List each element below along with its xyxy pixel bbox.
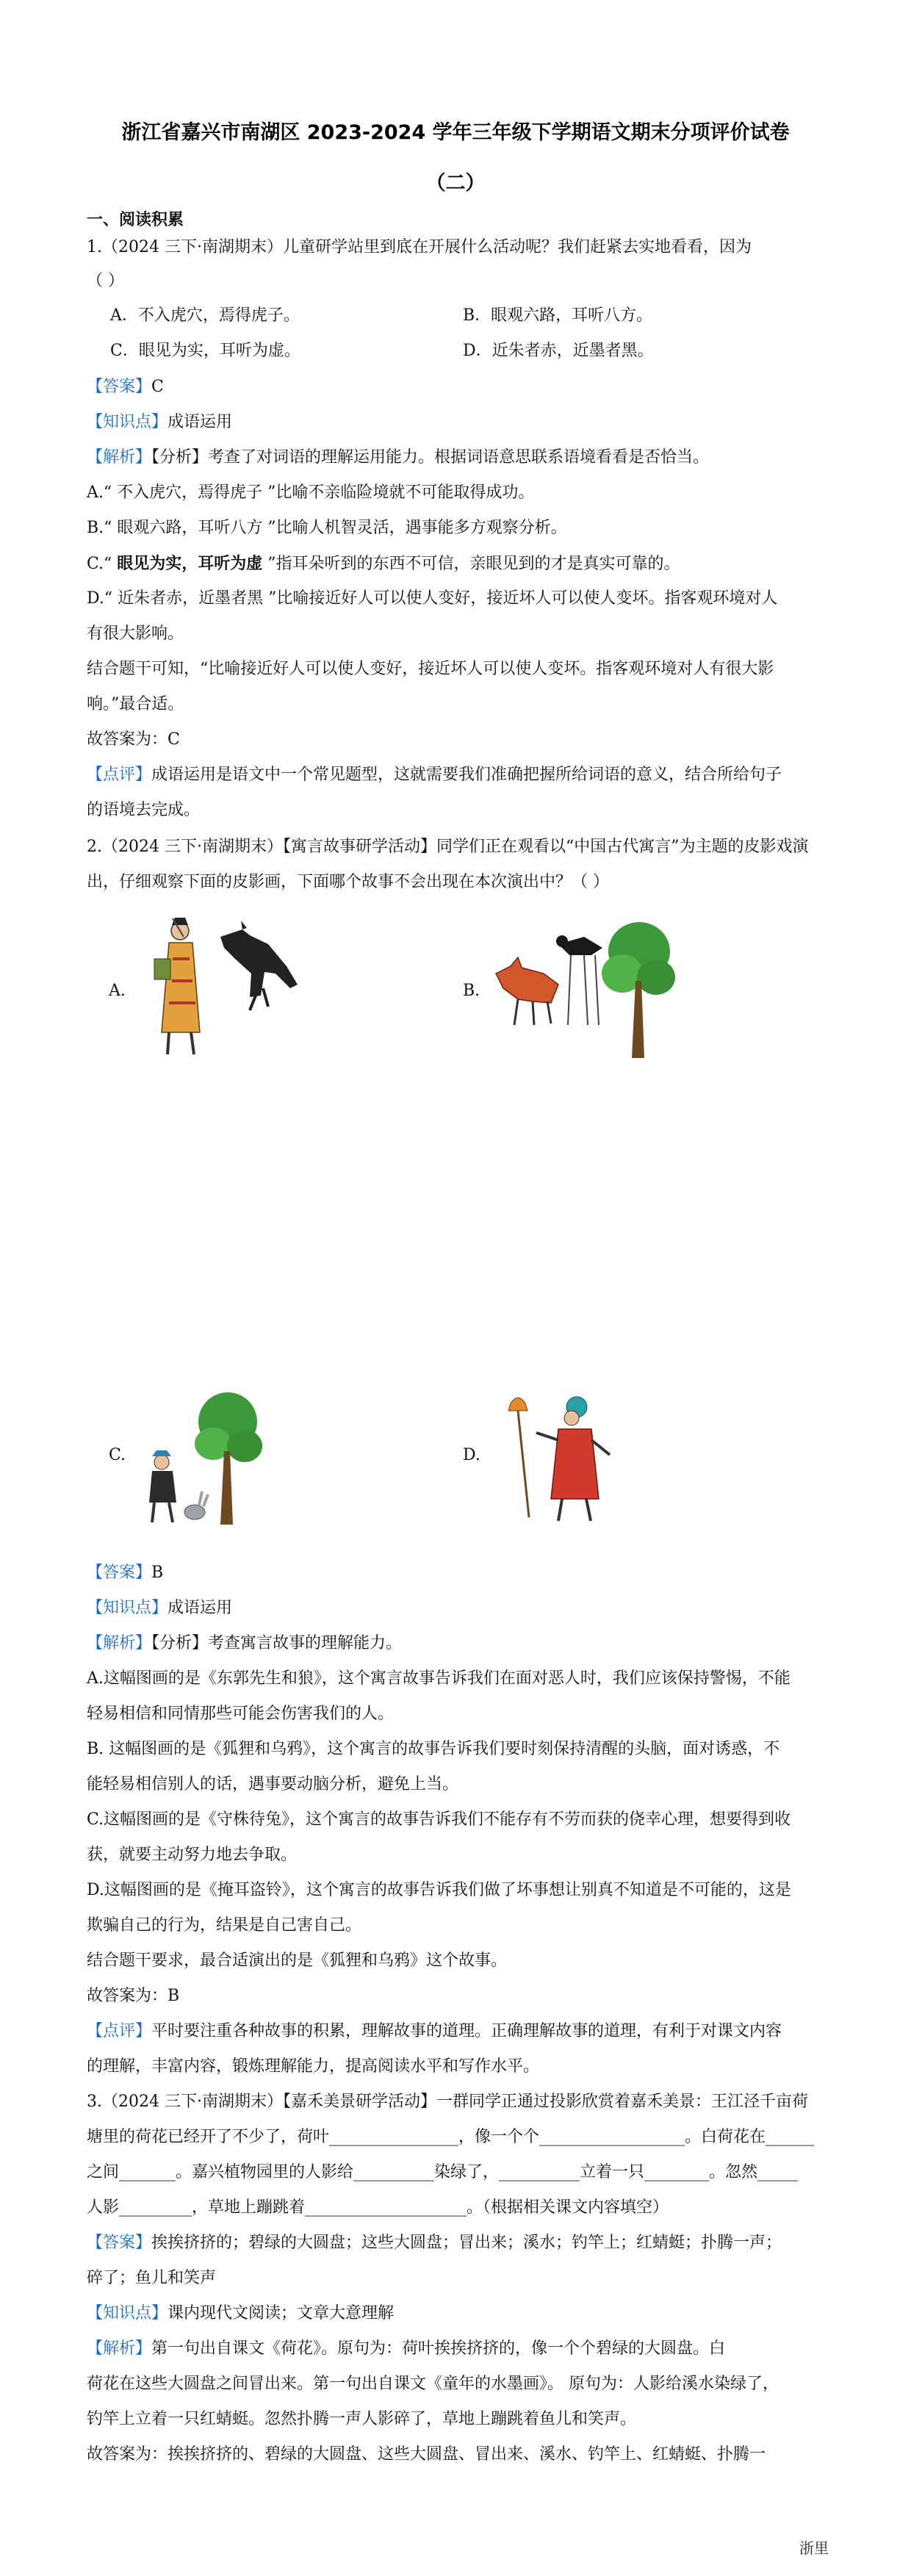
comment-tag: 【点评】 xyxy=(87,2022,152,2040)
q2-label-b: B. xyxy=(463,982,480,1000)
analysis-tag: 【解析】 xyxy=(87,2339,152,2358)
q2-analysis-line: 结合题干要求，最合适演出的是《狐狸和乌鸦》这个故事。 xyxy=(87,1951,508,1970)
document-title: 浙江省嘉兴市南湖区 2023-2024 学年三年级下学期语文期末分项评价试卷 xyxy=(121,121,790,144)
knowledge-value: 成语运用 xyxy=(168,413,233,431)
q2-analysis-line: B. 这幅图画的是《狐狸和乌鸦》，这个寓言的故事告诉我们要时刻保持清醒的头脑，面对诱惑，不 xyxy=(87,1740,780,1758)
knowledge-value: 成语运用 xyxy=(168,1599,233,1617)
q2-analysis-line: 轻易相信和同情那些可能会伤害我们的人。 xyxy=(87,1705,395,1723)
q1-option-d: D．近朱者赤，近墨者黑。 xyxy=(463,342,654,360)
q1-analysis-line: 响。”最合适。 xyxy=(87,695,184,713)
q2-label-d: D. xyxy=(463,1446,480,1464)
q2-knowledge-point xyxy=(87,1597,829,1619)
q2-comment xyxy=(87,2021,829,2043)
q2-analysis-line: C.这幅图画的是《守株待兔》，这个寓言的故事告诉我们不能存有不劳而获的侥幸心理，想要得到收 xyxy=(87,1810,791,1829)
section-heading: 一、阅读积累 xyxy=(87,211,184,229)
shadow-puppet-scholar-and-wolf-image xyxy=(140,915,316,1062)
scholar-figure xyxy=(154,918,200,1054)
q2-analysis-line: 能轻易相信别人的话，遇事要动脑分析，避免上当。 xyxy=(87,1775,459,1794)
q2-stem: 2.（2024 三下·南湖期末）【寓言故事研学活动】同学们正在观看以“中国古代寓言”为主题的皮影戏演 xyxy=(87,838,809,856)
knowledge-value: 课内现代文阅读；文章大意理解 xyxy=(168,2304,395,2323)
analysis-text: 第一句出自课文《荷花》。原句为：荷叶挨挨挤挤的，像一个个碧绿的大圆盘。白 xyxy=(151,2339,726,2358)
answer-value: C xyxy=(151,378,164,396)
tree-figure xyxy=(602,922,675,1058)
q2-answer xyxy=(87,1562,829,1584)
q1-comment-line: 的语境去完成。 xyxy=(87,801,201,819)
page-footer: 浙里 xyxy=(799,2539,829,2557)
q1-option-c: C．眼见为实，耳听为虚。 xyxy=(110,342,300,360)
q1-option-b: B．眼观六路，耳听八方。 xyxy=(463,306,653,325)
q1-final-answer: 故答案为：C xyxy=(87,730,180,749)
shadow-puppet-bell-thief-image xyxy=(500,1389,632,1528)
thief-figure xyxy=(536,1397,610,1521)
q2-final-answer: 故答案为：B xyxy=(87,1987,180,2005)
q1-stem-blank: （ ） xyxy=(87,272,124,290)
answer-tag: 【答案】 xyxy=(87,1564,152,1582)
c-prefix: C.“ xyxy=(87,555,118,573)
q3-answer-line: 碎了；鱼儿和笑声 xyxy=(87,2269,217,2287)
document-title-part: （二） xyxy=(425,172,486,195)
q2-analysis-line: 获，就要主动努力地去争取。 xyxy=(87,1846,298,1864)
q2-analysis-line: D.这幅图画的是《掩耳盗铃》，这个寓言的故事告诉我们做了坏事想让别真不知道是不可能的，这是 xyxy=(87,1881,791,1899)
q1-analysis-line: D.“ 近朱者赤，近墨者黑 ”比喻接近好人可以使人变好，接近坏人可以使人变坏。指客观环境对人 xyxy=(87,589,778,608)
c-idiom: 眼见为实，耳听为虚 xyxy=(117,554,263,573)
q2-analysis-line: 欺骗自己的行为，结果是自己害自己。 xyxy=(87,1916,362,1935)
c-suffix: ”指耳朵听到的东西不可信，亲眼见到的才是真实可靠的。 xyxy=(262,555,680,573)
q3-analysis-line xyxy=(87,2338,829,2360)
knowledge-tag: 【知识点】 xyxy=(87,1599,168,1617)
q3-stem-line: 人影_________，草地上蹦跳着____________________。（根据相关课文内容填空） xyxy=(87,2198,669,2217)
q3-stem-line: 塘里的荷花已经开了不少了，荷叶________________，像一个个__________________。白荷花在______ xyxy=(87,2128,815,2146)
q1-analysis-line: 结合题干可知，“比喻接近好人可以使人变好，接近坏人可以使人变坏。指客观环境对人有很大影 xyxy=(87,660,774,678)
q2-comment-line: 的理解，丰富内容，锻炼理解能力，提高阅读水平和写作水平。 xyxy=(87,2057,540,2076)
q3-stem-line: 之间_______。嘉兴植物园里的人影给__________染绿了，__________立着一只________。忽然_____ xyxy=(87,2163,799,2181)
bell-figure xyxy=(508,1398,529,1518)
comment-text: 平时要注重各种故事的积累，理解故事的道理。正确理解故事的道理，有利于对课文内容 xyxy=(151,2022,782,2040)
q1-answer xyxy=(87,376,829,398)
answer-tag: 【答案】 xyxy=(87,378,152,396)
q3-stem: 3.（2024 三下·南湖期末）【嘉禾美景研学活动】一群同学正通过投影欣赏着嘉禾美景：王江泾千亩荷 xyxy=(87,2093,808,2111)
fox-figure xyxy=(496,957,558,1025)
q1-comment xyxy=(87,764,829,786)
shadow-puppet-fox-and-crow-image xyxy=(489,915,687,1062)
q2-analysis-line: A.这幅图画的是《东郭先生和狼》，这个寓言故事告诉我们在面对恶人时，我们应该保持警惕，不能 xyxy=(87,1669,791,1688)
wolf-figure xyxy=(220,921,298,1010)
q1-analysis-line: A.“ 不入虎穴，焉得虎子 ”比喻不亲临险境就不可能取得成功。 xyxy=(87,483,535,502)
q1-analysis-line: B.“ 眼观六路，耳听八方 ”比喻人机智灵活，遇事能多方观察分析。 xyxy=(87,519,567,537)
shadow-puppet-farmer-and-stump-image xyxy=(136,1389,268,1528)
q3-analysis-line: 故答案为：挨挨挤挤的、碧绿的大圆盘、这些大圆盘、冒出来、溪水、钓竿上、红蜻蜓、扑腾一 xyxy=(87,2445,766,2464)
q1-analysis-line-c xyxy=(87,553,829,575)
analysis-text: 【分析】考查了对词语的理解运用能力。根据词语意思联系语境看看是否恰当。 xyxy=(151,448,710,467)
q3-knowledge-point xyxy=(87,2303,829,2325)
q1-analysis-line xyxy=(87,447,829,469)
q2-analysis-line xyxy=(87,1633,829,1655)
analysis-tag: 【解析】 xyxy=(87,1634,152,1652)
rabbit-figure xyxy=(184,1492,208,1519)
q3-analysis-line: 荷花在这些大圆盘之间冒出来。第一句出自课文《童年的水墨画》。 原句为：人影给溪水染绿了， xyxy=(87,2375,779,2393)
q2-stem-line: 出，仔细观察下面的皮影画，下面哪个故事不会出现在本次演出中？（ ） xyxy=(87,873,609,891)
q1-knowledge-point xyxy=(87,411,829,433)
q1-analysis-line: 有很大影响。 xyxy=(87,625,184,643)
q3-answer xyxy=(87,2232,829,2254)
analysis-text: 【分析】考查寓言故事的理解能力。 xyxy=(151,1634,403,1652)
q1-stem: 1.（2024 三下·南湖期末）儿童研学站里到底在开展什么活动呢？我们赶紧去实地看看，因为 xyxy=(87,238,752,256)
analysis-tag: 【解析】 xyxy=(87,448,152,467)
crow-figure xyxy=(556,935,602,1025)
q2-label-c: C. xyxy=(109,1446,126,1464)
q2-label-a: A. xyxy=(109,982,126,1000)
farmer-figure xyxy=(149,1450,176,1522)
answer-tag: 【答案】 xyxy=(87,2234,152,2252)
knowledge-tag: 【知识点】 xyxy=(87,413,168,431)
knowledge-tag: 【知识点】 xyxy=(87,2304,168,2323)
comment-text: 成语运用是语文中一个常见题型，这就需要我们准确把握所给词语的意义，结合所给句子 xyxy=(151,766,782,784)
answer-value: 挨挨挤挤的；碧绿的大圆盘；这些大圆盘；冒出来；溪水；钓竿上；红蜻蜓；扑腾一声； xyxy=(151,2234,782,2252)
comment-tag: 【点评】 xyxy=(87,766,152,784)
answer-value: B xyxy=(151,1564,164,1582)
q3-analysis-line: 钓竿上立着一只红蜻蜓。忽然扑腾一声人影碎了，草地上蹦跳着鱼儿和笑声。 xyxy=(87,2410,637,2428)
q1-option-a: A．不入虎穴，焉得虎子。 xyxy=(110,306,300,325)
